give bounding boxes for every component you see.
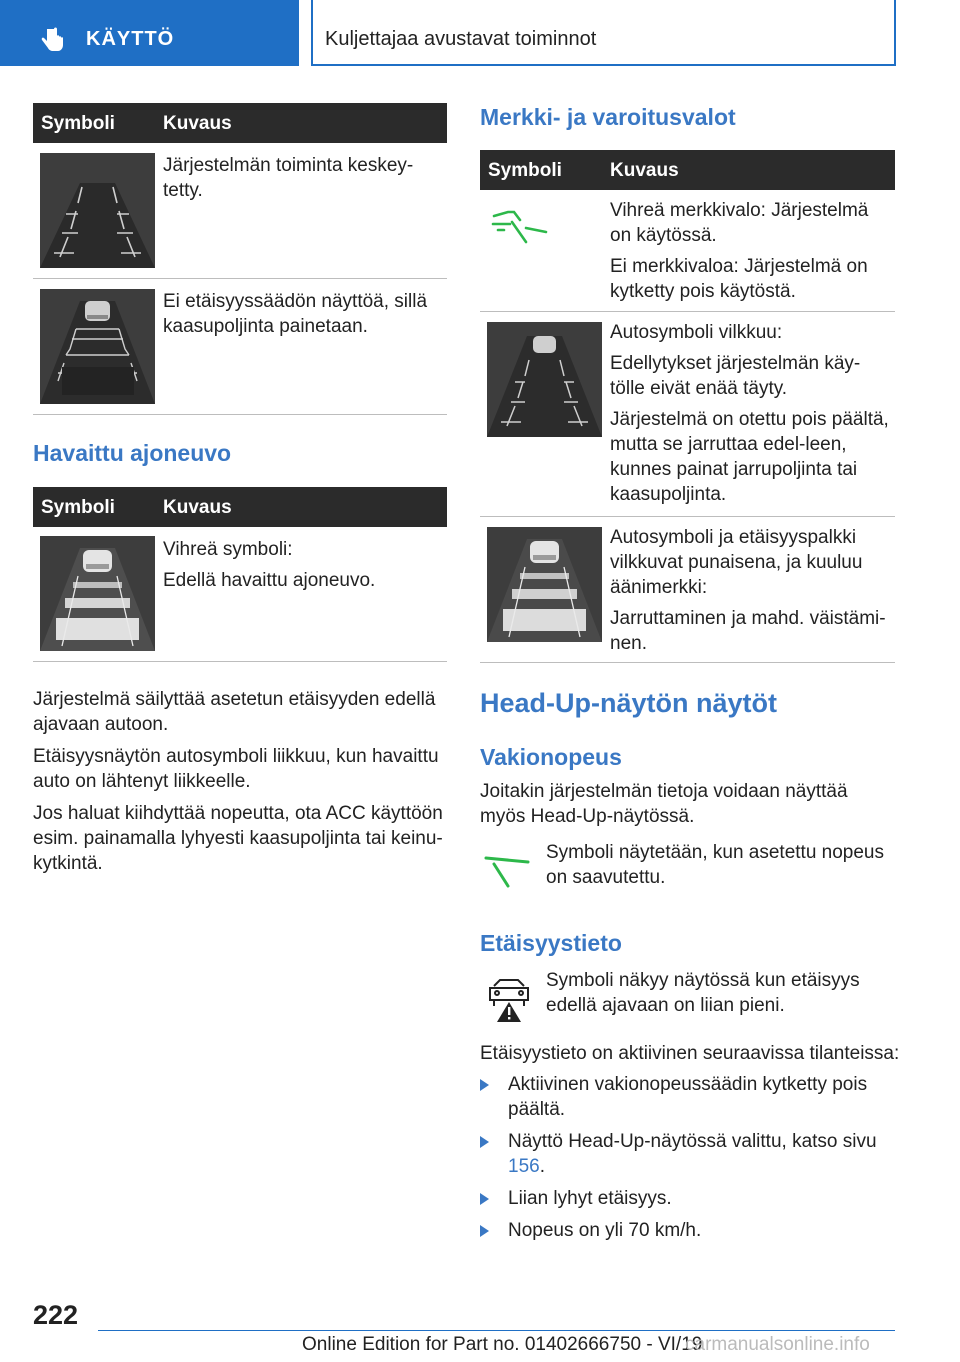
bullet-icon (480, 1193, 489, 1205)
gas-pedal-distance-display (40, 289, 155, 404)
speed-reached-icon (484, 848, 534, 894)
symbol-table-status (33, 103, 447, 415)
row-description-1: Järjestelmän toiminta keskey- (163, 155, 414, 176)
list-item (480, 1218, 880, 1243)
table-row (480, 517, 895, 663)
row-description-1b: tetty. (163, 180, 203, 201)
speed-intro: Joitakin järjestelmän tietoja voidaan näyttää myös Head-Up-näytössä. (480, 781, 848, 827)
detected-line-2: Edellä havaittu ajoneuvo. (163, 570, 376, 591)
page-number: 222 (33, 1300, 79, 1330)
table-row (33, 527, 447, 662)
acc-indicator-icon (490, 202, 548, 250)
section-heading-detected: Havaittu ajoneuvo (33, 440, 232, 466)
footer-divider (98, 1330, 895, 1331)
lights-row2-p3: Järjestelmä on otettu pois päältä, mutta se jarruttaa edel-leen, kunnes painat jarrupoljinta tai kaasupoljinta. (610, 409, 889, 505)
col-symbol: Symboli (41, 113, 115, 134)
table-row (480, 312, 895, 517)
lights-row2-p1: Autosymboli vilkkuu: (610, 322, 783, 343)
table-header (33, 103, 447, 143)
list-item (480, 1129, 880, 1179)
footer-edition: Online Edition for Part no. 01402666750 - VI/19 (302, 1334, 703, 1355)
symbol-table-detected (33, 487, 447, 662)
subheading-speed: Vakionopeus (480, 744, 622, 770)
red-warning-display (487, 527, 602, 642)
bullet-text: Aktiivinen vakionopeussäädin kytketty pois päältä. (508, 1074, 868, 1120)
paragraph: Jos haluat kiihdyttää nopeutta, ota ACC käyttöön esim. painamalla lyhyesti kaasupoljinta tai keinu-kytkintä. (33, 803, 443, 874)
symbol-table-lights (480, 150, 895, 663)
lights-row1-p1: Vihreä merkkivalo: Järjestelmä on käytössä. (610, 200, 869, 246)
watermark: carmanualsonline.info (685, 1334, 870, 1355)
page-link[interactable]: 156 (508, 1156, 540, 1177)
col-description: Kuvaus (610, 160, 679, 181)
table-header (480, 150, 895, 190)
bullet-text: Nopeus on yli 70 km/h. (508, 1220, 702, 1241)
section-label: KÄYTTÖ (86, 28, 175, 50)
distance-conditions-list (480, 1072, 880, 1250)
bullet-icon (480, 1079, 489, 1091)
bullet-text: Näyttö Head-Up-näytössä valittu, katso sivu (508, 1131, 877, 1152)
distance-warning-icon (484, 976, 534, 1024)
paragraph: Etäisyysnäytön autosymboli liikkuu, kun havaittu auto on lähtenyt liikkeelle. (33, 746, 439, 792)
row-description-2b: kaasupoljinta painetaan. (163, 316, 368, 337)
table-row (480, 190, 895, 312)
distance-intro: Etäisyystieto on aktiivinen seuraavissa tilanteissa: (480, 1043, 900, 1064)
flashing-car-display (487, 322, 602, 437)
bullet-icon (480, 1225, 489, 1237)
distance-symbol-text: Symboli näkyy näytössä kun etäisyys edellä ajavaan on liian pieni. (546, 970, 860, 1016)
hand-icon (40, 27, 66, 53)
col-description: Kuvaus (163, 113, 232, 134)
detected-line-1: Vihreä symboli: (163, 539, 293, 560)
section-tab[interactable] (0, 0, 299, 66)
subheading-distance: Etäisyystieto (480, 930, 622, 956)
list-item (480, 1072, 880, 1122)
lights-row1-p2: Ei merkkivaloa: Järjestelmä on kytketty pois käytöstä. (610, 256, 868, 302)
bullet-text: Liian lyhyt etäisyys. (508, 1188, 672, 1209)
section-heading-lights: Merkki- ja varoitusvalot (480, 104, 736, 130)
col-symbol: Symboli (488, 160, 562, 181)
table-header (33, 487, 447, 527)
bullet-text-end: . (539, 1156, 545, 1177)
col-symbol: Symboli (41, 497, 115, 518)
paragraph: Järjestelmä säilyttää asetetun etäisyyden edellä ajavaan autoon. (33, 689, 436, 735)
bullet-icon (480, 1136, 489, 1148)
table-row (33, 279, 447, 415)
interrupted-distance-display (40, 153, 155, 268)
chapter-header (311, 0, 896, 66)
lights-row3-p1: Autosymboli ja etäisyyspalkki vilkkuvat punaisena, ja kuuluu äänimerkki: (610, 527, 863, 598)
lights-row3-p2: Jarruttaminen ja mahd. väistämi-nen. (610, 608, 886, 654)
chapter-title: Kuljettajaa avustavat toiminnot (325, 28, 597, 50)
speed-symbol-text: Symboli näytetään, kun asetettu nopeus on saavutettu. (546, 842, 885, 888)
section-heading-hud: Head-Up-näytön näytöt (480, 688, 777, 718)
detected-vehicle-display (40, 536, 155, 651)
col-description: Kuvaus (163, 497, 232, 518)
row-description-2: Ei etäisyyssäädön näyttöä, sillä (163, 291, 428, 312)
table-row (33, 143, 447, 279)
left-body-text (33, 687, 453, 883)
list-item (480, 1186, 880, 1211)
lights-row2-p2: Edellytykset järjestelmän käy-tölle eivät enää täyty. (610, 353, 861, 399)
